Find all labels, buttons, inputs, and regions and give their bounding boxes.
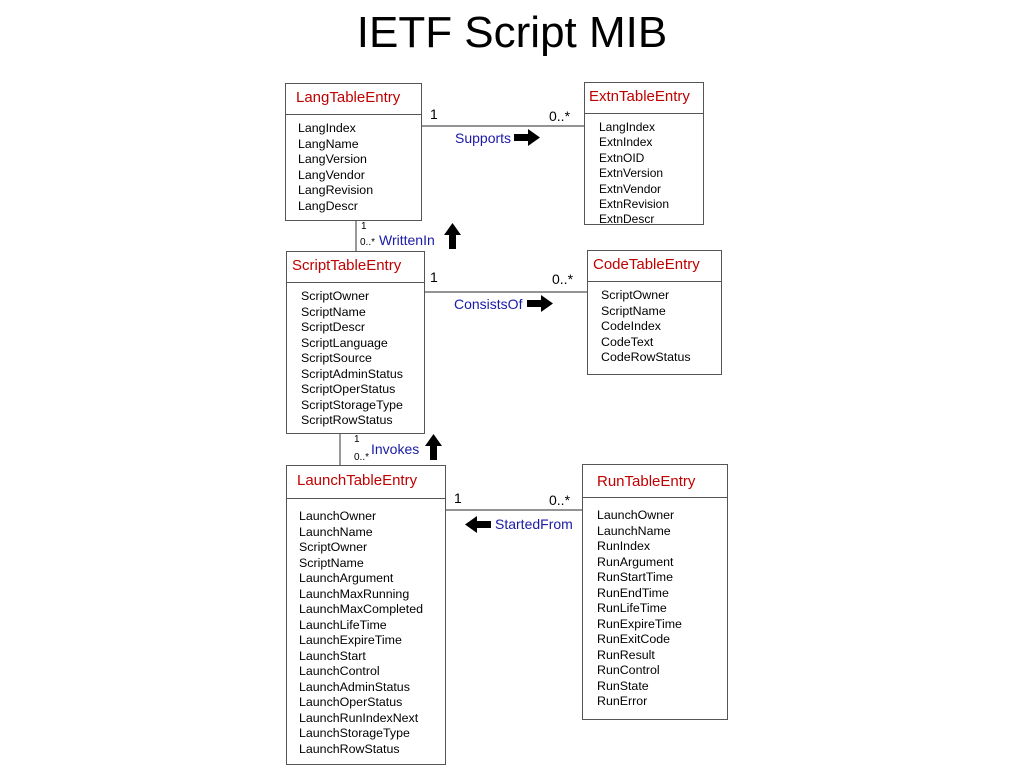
field-item: RunLifeTime — [597, 601, 667, 615]
field-item: ScriptName — [301, 304, 366, 319]
field-item: RunExpireTime — [597, 616, 682, 631]
field-item: ExtnVersion — [599, 166, 664, 181]
consistsof-to-multiplicity: 0..* — [552, 271, 574, 287]
field-item: ExtnOID — [599, 150, 645, 165]
startedfrom-from-multiplicity: 1 — [454, 490, 462, 506]
run-table-entry-box — [582, 464, 728, 720]
supports-arrow-icon — [514, 129, 540, 146]
launch-table-entry-header: LaunchTableEntry — [287, 466, 445, 499]
supports-from-multiplicity: 1 — [430, 106, 438, 122]
writtenin-relation-label: WrittenIn — [379, 232, 435, 248]
run-table-fields — [583, 498, 727, 710]
extn-table-fields — [585, 114, 703, 228]
code-table-entry-header: CodeTableEntry — [588, 251, 721, 282]
field-item: ExtnDescr — [599, 212, 655, 227]
startedfrom-relation-label: StartedFrom — [495, 516, 573, 532]
field-item: ScriptOperStatus — [301, 382, 396, 396]
run-table-entry-header: RunTableEntry — [583, 465, 727, 498]
startedfrom-arrow-icon — [465, 516, 491, 533]
field-item: LangRevision — [298, 183, 374, 197]
lang-table-entry-header: LangTableEntry — [286, 84, 421, 115]
script-table-fields — [287, 283, 424, 429]
lang-table-fields — [286, 115, 421, 214]
field-item: RunIndex — [597, 539, 651, 553]
field-item: LaunchRowStatus — [299, 741, 400, 756]
writtenin-from-multiplicity: 1 — [361, 221, 367, 232]
field-item: LangIndex — [599, 120, 656, 134]
field-item: ExtnVendor — [599, 181, 662, 196]
field-item: RunControl — [597, 663, 660, 677]
field-item: LaunchName — [597, 523, 671, 538]
code-table-entry-box — [587, 250, 722, 375]
field-item: CodeIndex — [601, 319, 661, 333]
script-table-entry-box — [286, 251, 425, 434]
field-item: LangVendor — [298, 167, 365, 182]
field-item: RunExitCode — [597, 632, 671, 646]
field-item: LaunchStart — [299, 648, 366, 663]
field-item: RunState — [597, 678, 649, 693]
supports-to-multiplicity: 0..* — [549, 108, 571, 124]
diagram-title: IETF Script MIB — [356, 8, 668, 57]
field-item: LangVersion — [298, 152, 367, 166]
field-item: ScriptAdminStatus — [301, 366, 403, 381]
field-item: ScriptName — [601, 303, 666, 318]
field-item: CodeText — [601, 334, 654, 349]
field-item: LaunchOwner — [299, 509, 377, 523]
consistsof-arrow-icon — [527, 295, 553, 312]
field-item: RunArgument — [597, 554, 674, 569]
field-item: LaunchAdminStatus — [299, 679, 410, 694]
field-item: ScriptLanguage — [301, 335, 388, 350]
invokes-relation-label: Invokes — [371, 441, 420, 457]
invokes-from-multiplicity: 1 — [354, 434, 360, 445]
field-item: ExtnRevision — [599, 197, 670, 212]
field-item: ScriptOwner — [601, 288, 670, 302]
field-item: LaunchStorageType — [299, 726, 410, 740]
field-item: RunResult — [597, 647, 655, 662]
field-item: LaunchLifeTime — [299, 617, 387, 632]
field-item: LaunchOwner — [597, 508, 675, 522]
invokes-arrow-icon — [425, 434, 442, 460]
launch-table-entry-box — [286, 465, 446, 765]
field-item: ScriptSource — [301, 351, 372, 365]
field-item: LangIndex — [298, 121, 356, 135]
field-item: ExtnIndex — [599, 135, 653, 150]
field-item: LangDescr — [298, 198, 358, 213]
supports-relation-label: Supports — [455, 130, 512, 146]
field-item: LaunchRunIndexNext — [299, 710, 419, 725]
extn-table-entry-header: ExtnTableEntry — [585, 83, 703, 114]
field-item: LaunchName — [299, 524, 373, 539]
field-item: ScriptOwner — [299, 540, 368, 554]
field-item: ScriptOwner — [301, 289, 370, 303]
field-item: CodeRowStatus — [601, 350, 691, 364]
consistsof-relation-label: ConsistsOf — [454, 296, 523, 312]
startedfrom-to-multiplicity: 0..* — [549, 492, 571, 508]
launch-table-fields — [287, 499, 445, 757]
field-item: LangName — [298, 136, 359, 151]
writtenin-arrow-icon — [444, 223, 461, 249]
field-item: RunStartTime — [597, 570, 673, 584]
field-item: LaunchMaxRunning — [299, 586, 410, 601]
field-item: ScriptRowStatus — [301, 413, 393, 427]
field-item: RunEndTime — [597, 585, 669, 600]
field-item: RunError — [597, 694, 648, 708]
script-table-entry-header: ScriptTableEntry — [287, 252, 424, 283]
field-item: LaunchControl — [299, 664, 380, 678]
field-item: ScriptStorageType — [301, 397, 403, 412]
code-table-fields — [588, 282, 721, 366]
lang-table-entry-box — [285, 83, 422, 221]
field-item: ScriptName — [299, 555, 364, 570]
field-item: LaunchOperStatus — [299, 695, 403, 709]
invokes-to-multiplicity: 0..* — [354, 452, 370, 463]
field-item: LaunchArgument — [299, 571, 394, 585]
consistsof-from-multiplicity: 1 — [430, 269, 438, 285]
writtenin-to-multiplicity: 0..* — [360, 237, 376, 248]
field-item: ScriptDescr — [301, 320, 366, 334]
extn-table-entry-box — [584, 82, 704, 225]
field-item: LaunchExpireTime — [299, 633, 402, 647]
field-item: LaunchMaxCompleted — [299, 602, 423, 616]
